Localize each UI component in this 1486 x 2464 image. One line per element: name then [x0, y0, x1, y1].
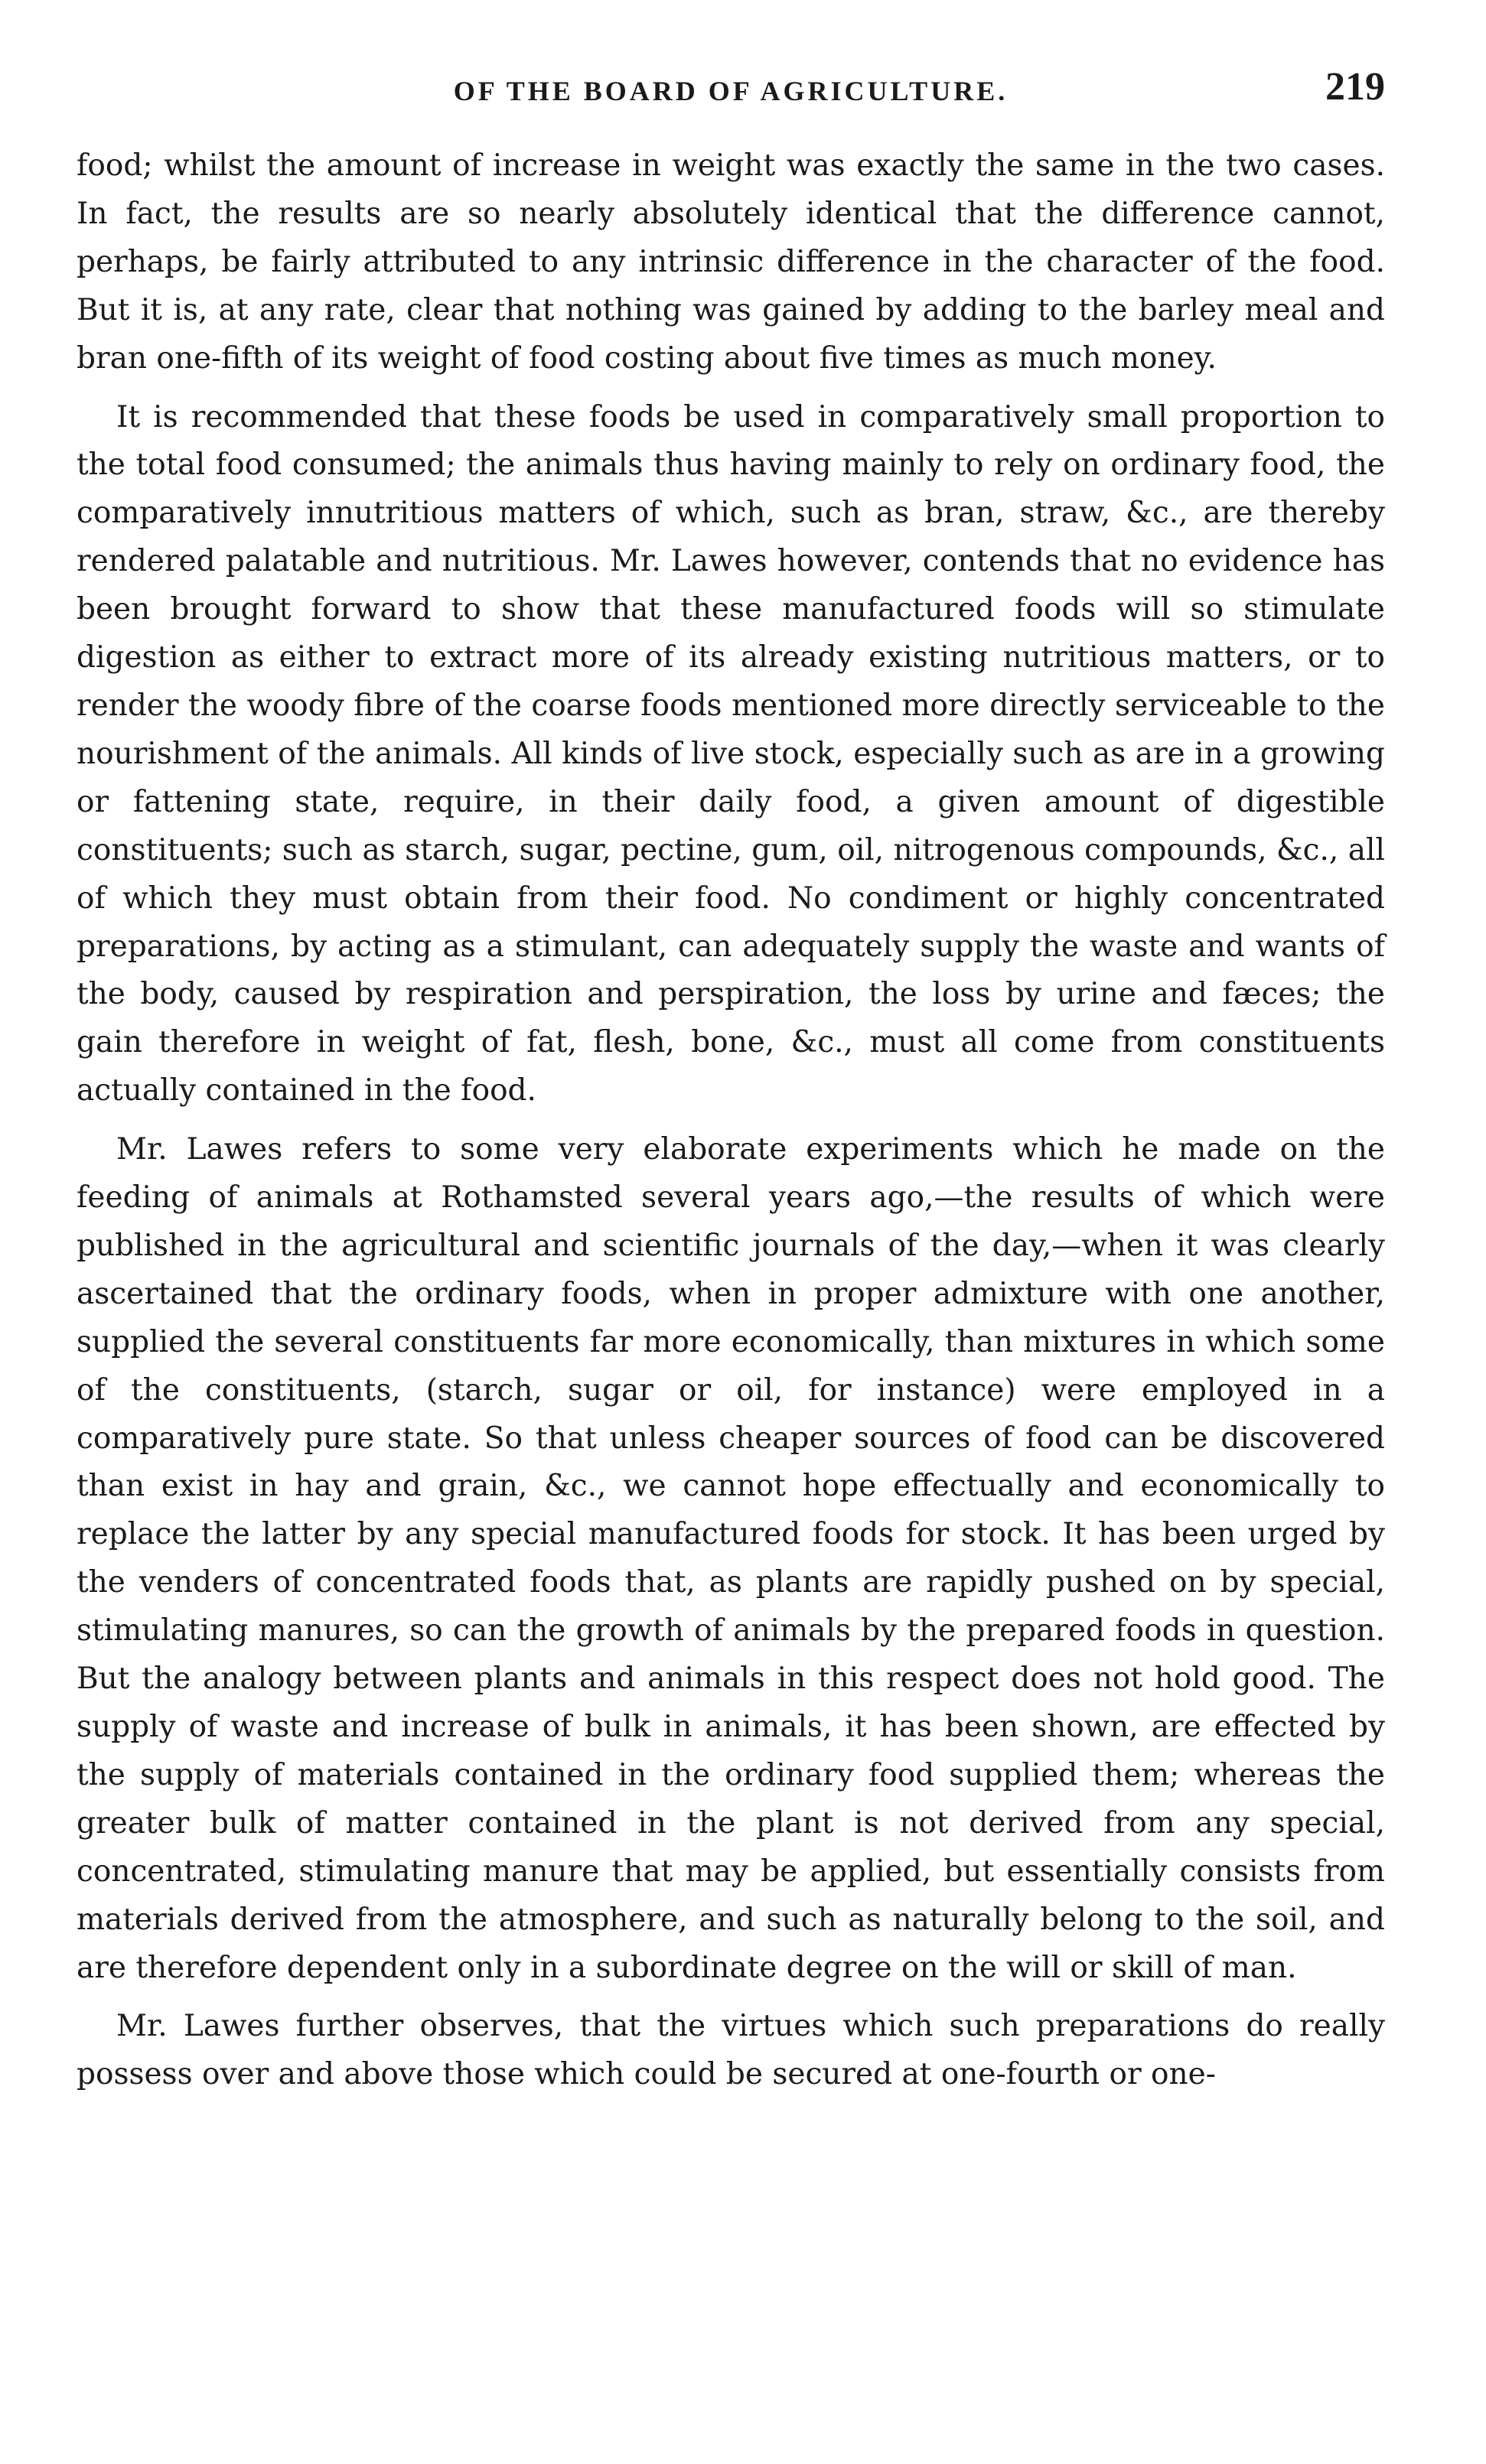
paragraph-manufactured-foods: It is recommended that these foods be used in comparatively small proportion to the total food consumed; the animals thus having mainly to rely on ordinary food, the comparatively innutritious matters of which, such as bran, straw, &c., are thereby rendered palatable and nutritious. Mr. Lawes however, contends that no evidence has been brought forward to show that these manufactured foods will so stimulate digestion as either to extract more of its already existing nutritious matters, or to render the woody fibre of the coarse foods mentioned more directly serviceable to the nourishment of the animals. All kinds of live stock, especially such as are in a growing or fattening state, require, in their daily food, a given amount of digestible constituents; such as starch, sugar, pectine, gum, oil, nitrogenous compounds, &c., all of which they must obtain from their food. No condiment or highly concentrated preparations, by acting as a stimulant, can adequately supply the waste and wants of the body, caused by respiration and perspiration, the loss by urine and fæces; the gain therefore in weight of fat, flesh, bone, &c., must all come from constituents actually contained in the food. — [77, 399, 1385, 1108]
page-number: 219 — [1325, 65, 1385, 109]
body-text — [77, 142, 1385, 2110]
paragraph-continued: food; whilst the amount of increase in weight was exactly the same in the two cases. In fact, the results are so nearly absolutely identical that the difference cannot, perhaps, be fairly attributed to any intrinsic difference in the character of the food. But it is, at any rate, clear that nothing was gained by adding to the barley meal and bran one-fifth of its weight of food costing about five times as much money. — [77, 148, 1385, 376]
paragraph-further-observations: Mr. Lawes further observes, that the virtues which such preparations do really possess over and above those which could be secured at one-fourth or one- — [77, 2009, 1385, 2092]
running-head — [77, 61, 1385, 122]
paragraph-rothamsted-experiments: Mr. Lawes refers to some very elaborate experiments which he made on the feeding of animals at Rothamsted several years ago,—the results of which were published in the agricultural and scientific journals of the day,—when it was clearly ascertained that the ordinary foods, when in proper admixture with one another, supplied the several constituents far more economically, than mixtures in which some of the constituents, (starch, sugar or oil, for instance) were employed in a comparatively pure state. So that unless cheaper sources of food can be discovered than exist in hay and grain, &c., we cannot hope effectually and economically to replace the latter by any special manufactured foods for stock. It has been urged by the venders of concentrated foods that, as plants are rapidly pushed on by special, stimulating manures, so can the growth of animals by the prepared foods in question. But the analogy between plants and animals in this respect does not hold good. The supply of waste and increase of bulk in animals, it has been shown, are effected by the supply of materials contained in the ordinary food supplied them; whereas the greater bulk of matter contained in the plant is not derived from any special, concentrated, stimulating manure that may be applied, but essentially consists from materials derived from the atmosphere, and such as naturally belong to the soil, and are therefore dependent only in a subordinate degree on the will or skill of man. — [77, 1132, 1385, 1985]
running-head-title: OF THE BOARD OF AGRICULTURE. — [453, 76, 1009, 106]
